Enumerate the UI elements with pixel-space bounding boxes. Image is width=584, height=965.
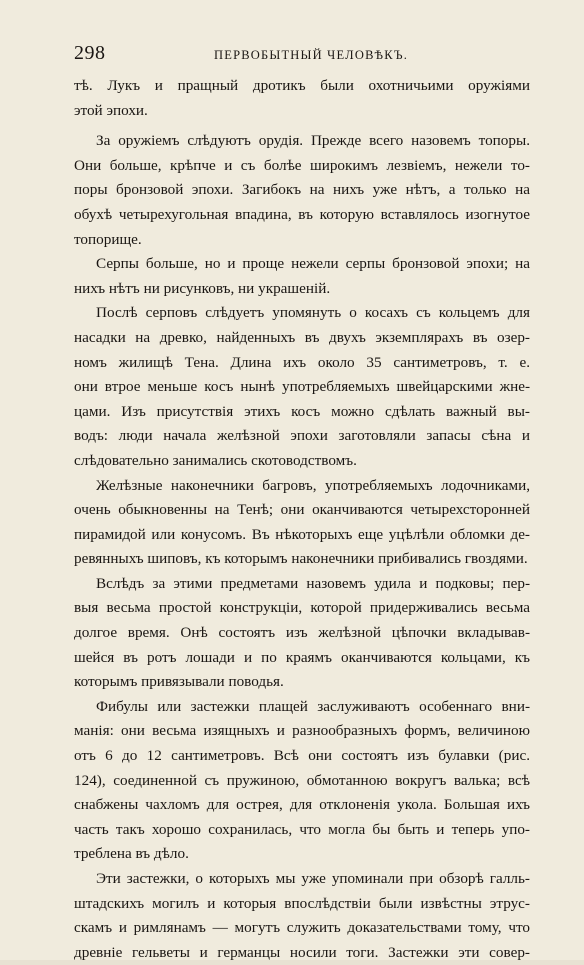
text-line: выя весьма простой конструкціи, которой придерживались весьма bbox=[74, 599, 530, 617]
text-line: которымъ привязывали поводья. bbox=[74, 673, 284, 691]
text-line: штадскихъ могилъ и которыя впослѣдствіи были извѣстны этрус- bbox=[74, 894, 530, 912]
text-line: шейся въ ротъ лошади и по краямъ оканчиваются кольцами, къ bbox=[74, 648, 530, 666]
text-line: водъ: люди начала желѣзной эпохи заготовляли запасы сѣна и bbox=[74, 427, 530, 445]
text-line: древніе гельветы и германцы носили тоги. Застежки эти совер- bbox=[74, 943, 530, 961]
text-line: часть такъ хорошо сохранилась, что могла бы быть и теперь упо- bbox=[74, 820, 530, 838]
text-line: отъ 6 до 12 сантиметровъ. Всѣ они состоятъ изъ булавки (рис. bbox=[74, 747, 530, 765]
text-line: цами. Изъ присутствія этихъ косъ можно сдѣлать важный вы- bbox=[74, 402, 530, 420]
text-line: За оружіемъ слѣдуютъ орудія. Прежде всего назовемъ топоры. bbox=[96, 132, 530, 150]
text-line: Фибулы или застежки плащей заслуживаютъ особеннаго вни- bbox=[96, 697, 530, 715]
text-line: обухѣ четырехугольная впадина, въ которую вставлялось изогнутое bbox=[74, 205, 530, 223]
text-line: Послѣ серповъ слѣдуетъ упомянуть о косахъ съ кольцемъ для bbox=[96, 304, 530, 322]
text-line: скамъ и римлянамъ — могутъ служить доказательствами тому, что bbox=[74, 919, 530, 937]
text-line: они втрое меньше косъ нынѣ употребляемыхъ швейцарскими жне- bbox=[74, 378, 530, 396]
text-line: очень обыкновенны на Тенѣ; они оканчиваются четырехсторонней bbox=[74, 501, 530, 519]
text-line: долгое время. Онѣ состоятъ изъ желѣзной цѣпочки вкладывав- bbox=[74, 624, 530, 642]
text-line: этой эпохи. bbox=[74, 101, 148, 119]
text-line: поры бронзовой эпохи. Загибокъ на нихъ уже нѣтъ, а только на bbox=[74, 181, 530, 199]
text-line: ревянныхъ шиповъ, къ которымъ наконечники прибивались гвоздями. bbox=[74, 550, 528, 568]
text-line: 124), соединенной съ пружиною, обмотанною вокругъ валька; всѣ bbox=[74, 771, 530, 789]
body-text bbox=[74, 74, 530, 965]
text-line: нихъ нѣтъ ни рисунковъ, ни украшеній. bbox=[74, 279, 331, 297]
text-line: Они больше, крѣпче и съ болѣе широкимъ лезвіемъ, нежели то- bbox=[74, 156, 530, 174]
text-line: топорище. bbox=[74, 230, 142, 248]
text-line: треблена въ дѣло. bbox=[74, 845, 189, 863]
text-line: снабжены чахломъ для острея, для отклоненія укола. Большая ихъ bbox=[74, 796, 530, 814]
text-line: тѣ. Лукъ и пращный дротикъ были охотничьими оружіями bbox=[74, 77, 530, 94]
text-line: насадки на древко, найденныхъ въ двухъ экземплярахъ въ озер- bbox=[74, 328, 530, 346]
running-head: ПЕРВОБЫТНЫЙ ЧЕЛОВѢКЪ. bbox=[214, 48, 409, 62]
text-line: манія: они весьма изящныхъ и разнообразныхъ формъ, величиною bbox=[74, 722, 530, 740]
page-number: 298 bbox=[74, 42, 106, 64]
text-line: слѣдовательно занимались скотоводствомъ. bbox=[74, 451, 357, 469]
text-line: номъ жилищѣ Тена. Длина ихъ около 35 сантиметровъ, т. е. bbox=[74, 353, 530, 371]
text-line: Вслѣдъ за этими предметами назовемъ удила и подковы; пер- bbox=[96, 574, 530, 592]
text-line: Эти застежки, о которыхъ мы уже упоминали при обзорѣ галль- bbox=[96, 870, 530, 887]
text-line: Серпы больше, но и проще нежели серпы бронзовой эпохи; на bbox=[96, 255, 530, 273]
text-line: Желѣзные наконечники багровъ, употребляемыхъ лодочниками, bbox=[96, 476, 530, 494]
page-header bbox=[74, 42, 530, 66]
text-line: пирамидой или конусомъ. Въ нѣкоторыхъ еще уцѣлѣли обломки де- bbox=[74, 525, 530, 543]
